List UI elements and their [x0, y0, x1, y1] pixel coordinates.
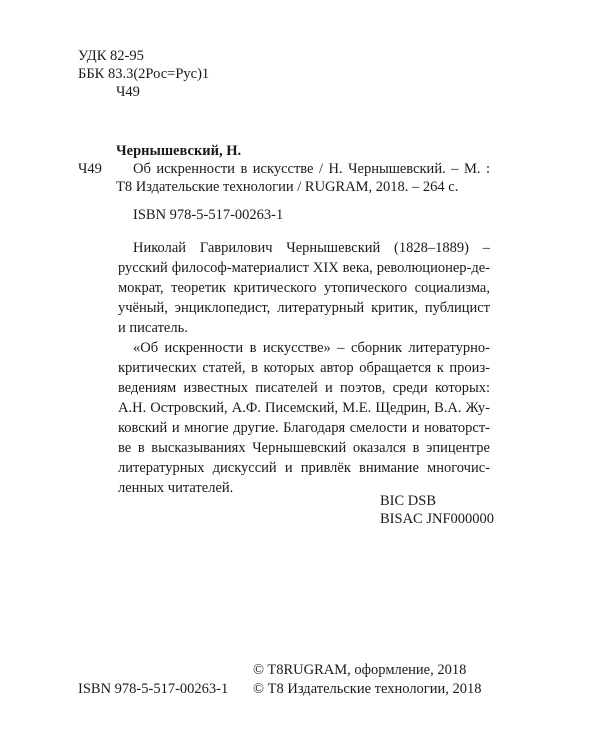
annotation-line: учёный, энциклопедист, литературный критик, публицист	[118, 300, 490, 316]
bbk-code: ББК 83.3(2Рос=Рус)1	[78, 66, 210, 82]
copyright-publisher: © Т8 Издательские технологии, 2018	[253, 681, 482, 697]
annotation-line: Николай Гаврилович Чернышевский (1828–1889) –	[133, 240, 490, 256]
annotation-line: ведениям известных писателей и поэтов, среди которых:	[118, 380, 490, 396]
annotation-line: «Об искренности в искусстве» – сборник литературно-	[133, 340, 490, 356]
isbn-catalog: ISBN 978-5-517-00263-1	[133, 207, 284, 223]
bisac-code: BISAC JNF000000	[380, 511, 495, 527]
copyright-design: © T8RUGRAM, оформление, 2018	[253, 662, 467, 678]
annotation-line: ленных читателей.	[118, 480, 234, 496]
annotation-line: литературных дискуссий и привлёк внимание многочис-	[118, 460, 490, 476]
annotation-line: и писатель.	[118, 320, 188, 336]
title-line-1: Об искренности в искусстве / Н. Чернышевский. – М. :	[133, 161, 490, 177]
author-mark-top: Ч49	[116, 84, 140, 100]
annotation-line: мократ, теоретик критического утопического социализма,	[118, 280, 490, 296]
title-line-2: Т8 Издательские технологии / RUGRAM, 2018. – 264 с.	[116, 179, 459, 195]
isbn-footer: ISBN 978-5-517-00263-1	[78, 681, 229, 697]
annotation-line: А.Н. Островский, А.Ф. Писемский, М.Е. Щедрин, В.А. Жу-	[118, 400, 490, 416]
udk-code: УДК 82-95	[78, 48, 144, 64]
author-mark: Ч49	[78, 161, 102, 177]
author-heading: Чернышевский, Н.	[116, 143, 242, 159]
annotation-line: ковский и многие другие. Благодаря смелости и новаторст-	[118, 420, 490, 436]
annotation-line: ве в высказываниях Чернышевский оказался в эпицентре	[118, 440, 490, 456]
annotation-line: критических статей, в которых автор обращается к произ-	[118, 360, 490, 376]
annotation-line: русский философ-материалист XIX века, революционер-де-	[118, 260, 490, 276]
bic-code: BIC DSB	[380, 493, 437, 509]
